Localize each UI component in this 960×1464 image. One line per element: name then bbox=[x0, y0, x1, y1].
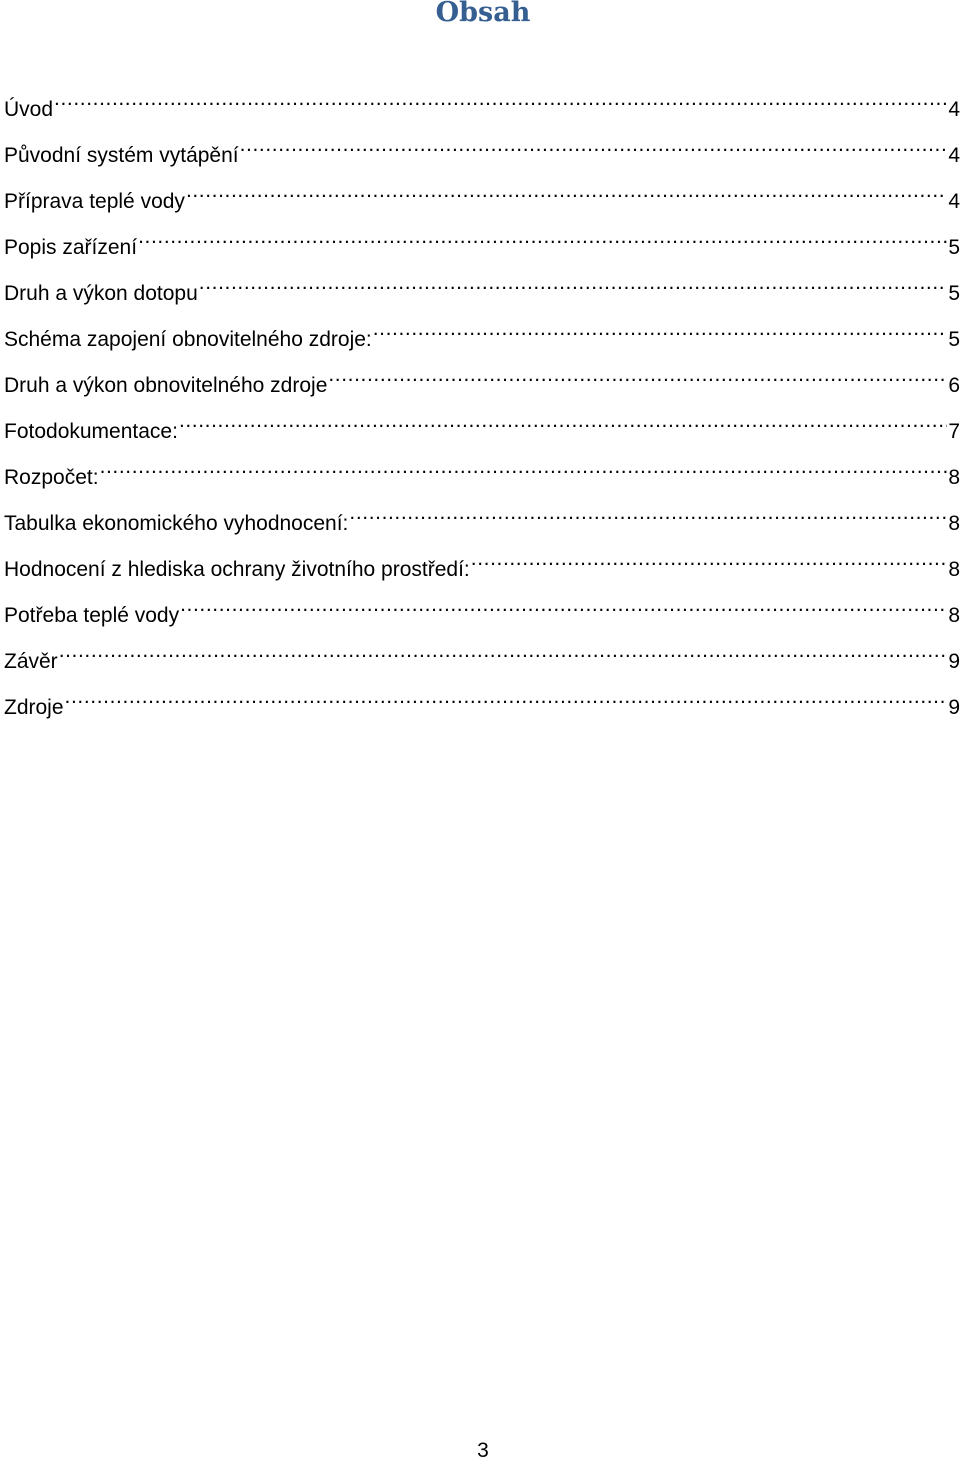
toc-entry-page: 4 bbox=[948, 190, 960, 213]
toc-entry-page: 8 bbox=[948, 512, 960, 535]
toc-dot-leader bbox=[65, 680, 948, 714]
toc-entry-tabulka-ekonomickeho-vyhodnoceni[interactable] bbox=[4, 496, 960, 542]
toc-entry-page: 9 bbox=[948, 650, 960, 673]
toc-entry-rozpocet[interactable] bbox=[4, 450, 960, 496]
toc-dot-leader bbox=[240, 128, 948, 162]
toc-entry-page: 8 bbox=[948, 558, 960, 581]
toc-entry-potreba-teple-vody[interactable] bbox=[4, 588, 960, 634]
toc-entry-page: 5 bbox=[948, 328, 960, 351]
toc-entry-label: Úvod bbox=[4, 98, 54, 121]
toc-entry-zdroje[interactable] bbox=[4, 680, 960, 726]
toc-dot-leader bbox=[186, 174, 947, 208]
toc-entry-hodnoceni-zivotniho-prostredi[interactable] bbox=[4, 542, 960, 588]
toc-dot-leader bbox=[328, 358, 947, 392]
toc-entry-page: 8 bbox=[948, 466, 960, 489]
toc-entry-page: 7 bbox=[948, 420, 960, 443]
toc-entry-label: Druh a výkon dotopu bbox=[4, 282, 198, 305]
toc-entry-priprava-teple-vody[interactable] bbox=[4, 174, 960, 220]
toc-entry-page: 9 bbox=[948, 696, 960, 719]
toc-entry-label: Schéma zapojení obnovitelného zdroje: bbox=[4, 328, 372, 351]
toc-dot-leader bbox=[100, 450, 948, 484]
toc-entry-label: Popis zařízení bbox=[4, 236, 138, 259]
toc-entry-label: Fotodokumentace: bbox=[4, 420, 178, 443]
toc-entry-schema-zapojeni[interactable] bbox=[4, 312, 960, 358]
toc-entry-label: Druh a výkon obnovitelného zdroje bbox=[4, 374, 328, 397]
toc-entry-uvod[interactable] bbox=[4, 82, 960, 128]
toc-entry-page: 5 bbox=[948, 236, 960, 259]
toc-dot-leader bbox=[349, 496, 947, 530]
toc-entry-druh-a-vykon-dotopu[interactable] bbox=[4, 266, 960, 312]
toc-entry-label: Zdroje bbox=[4, 696, 64, 719]
toc-entry-label: Hodnocení z hlediska ochrany životního prostředí: bbox=[4, 558, 470, 581]
toc-heading: Obsah bbox=[435, 0, 531, 28]
toc-entry-page: 5 bbox=[948, 282, 960, 305]
toc-entry-label: Závěr bbox=[4, 650, 58, 673]
toc-entry-label: Potřeba teplé vody bbox=[4, 604, 180, 627]
toc-dot-leader bbox=[138, 220, 947, 254]
toc-entry-zaver[interactable] bbox=[4, 634, 960, 680]
toc-entry-druh-a-vykon-obnovitelneho-zdroje[interactable] bbox=[4, 358, 960, 404]
toc-entry-popis-zarizeni[interactable] bbox=[4, 220, 960, 266]
toc-entry-label: Rozpočet: bbox=[4, 466, 99, 489]
toc-dot-leader bbox=[471, 542, 948, 576]
toc-entry-page: 8 bbox=[948, 604, 960, 627]
toc-dot-leader bbox=[373, 312, 948, 346]
toc-entry-label: Tabulka ekonomického vyhodnocení: bbox=[4, 512, 349, 535]
toc-dot-leader bbox=[179, 404, 947, 438]
toc-dot-leader bbox=[180, 588, 947, 622]
toc-dot-leader bbox=[59, 634, 948, 668]
toc-entry-page: 4 bbox=[948, 144, 960, 167]
toc-dot-leader bbox=[199, 266, 948, 300]
toc-dot-leader bbox=[54, 82, 947, 116]
toc-entry-page: 4 bbox=[948, 98, 960, 121]
toc-entry-label: Příprava teplé vody bbox=[4, 190, 185, 213]
toc-entry-puvodni-system-vytapeni[interactable] bbox=[4, 128, 960, 174]
toc-entry-fotodokumentace[interactable] bbox=[4, 404, 960, 450]
table-of-contents bbox=[4, 82, 960, 726]
toc-entry-page: 6 bbox=[948, 374, 960, 397]
page-number: 3 bbox=[477, 1439, 489, 1462]
toc-entry-label: Původní systém vytápění bbox=[4, 144, 239, 167]
